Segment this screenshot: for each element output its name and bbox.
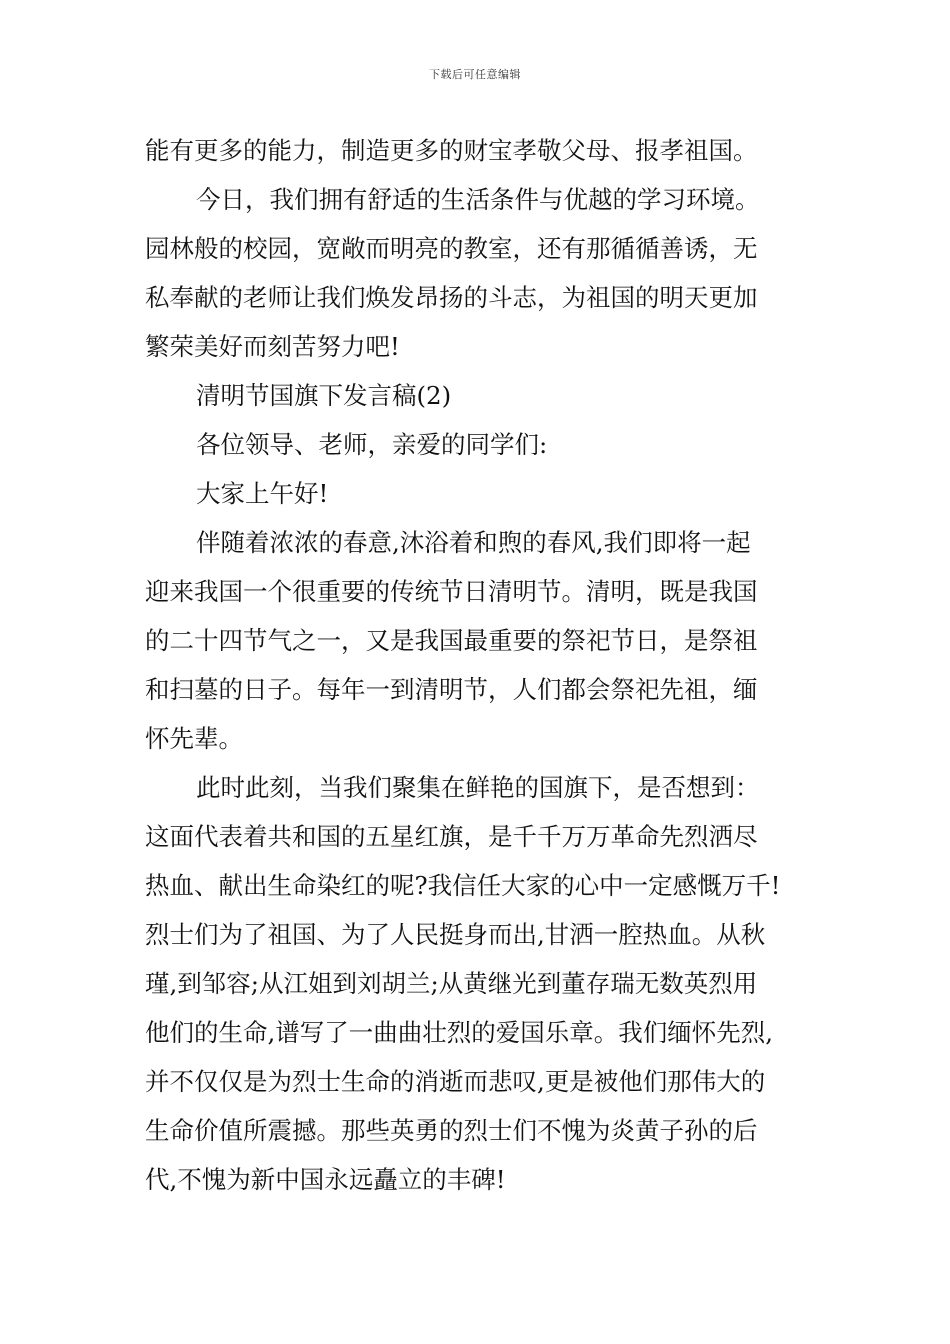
text-line: 代,不愧为新中国永远矗立的丰碑!	[145, 1165, 506, 1194]
text-line: 园林般的校园，宽敞而明亮的教室，还有那循循善诱，无	[145, 234, 758, 263]
text-line: 热血、献出生命染红的呢?我信任大家的心中一定感慨万千!	[145, 871, 781, 900]
text-line: 今日，我们拥有舒适的生活条件与优越的学习环境。	[196, 185, 760, 214]
text-line: 生命价值所震撼。那些英勇的烈士们不愧为炎黄子孙的后	[145, 1116, 758, 1145]
text-line: 繁荣美好而刻苦努力吧!	[145, 332, 400, 361]
text-line: 这面代表着共和国的五星红旗，是千千万万革命先烈洒尽	[145, 822, 758, 851]
salutation: 各位领导、老师，亲爱的同学们:	[196, 430, 548, 459]
text-line: 的二十四节气之一，又是我国最重要的祭祀节日，是祭祖	[145, 626, 758, 655]
text-line: 伴随着浓浓的春意,沐浴着和煦的春风,我们即将一起	[196, 528, 751, 557]
document-body	[145, 126, 825, 1204]
greeting: 大家上午好!	[196, 479, 329, 508]
text-line: 能有更多的能力，制造更多的财宝孝敬父母、报孝祖国。	[145, 136, 758, 165]
text-line: 私奉献的老师让我们焕发昂扬的斗志，为祖国的明天更加	[145, 283, 758, 312]
text-line: 烈士们为了祖国、为了人民挺身而出,甘洒一腔热血。从秋	[145, 920, 766, 949]
text-line: 怀先辈。	[145, 724, 243, 753]
text-line: 他们的生命,谱写了一曲曲壮烈的爱国乐章。我们缅怀先烈,	[145, 1018, 774, 1047]
text-line: 瑾,到邹容;从江姐到刘胡兰;从黄继光到董存瑞无数英烈用	[145, 969, 758, 998]
text-line: 并不仅仅是为烈士生命的消逝而悲叹,更是被他们那伟大的	[145, 1067, 766, 1096]
page-header: 下载后可任意编辑	[429, 68, 521, 81]
section-title: 清明节国旗下发言稿(2)	[196, 381, 452, 410]
text-line: 和扫墓的日子。每年一到清明节，人们都会祭祀先祖，缅	[145, 675, 758, 704]
text-line: 迎来我国一个很重要的传统节日清明节。清明，既是我国	[145, 577, 758, 606]
text-line: 此时此刻，当我们聚集在鲜艳的国旗下，是否想到：	[196, 773, 760, 802]
